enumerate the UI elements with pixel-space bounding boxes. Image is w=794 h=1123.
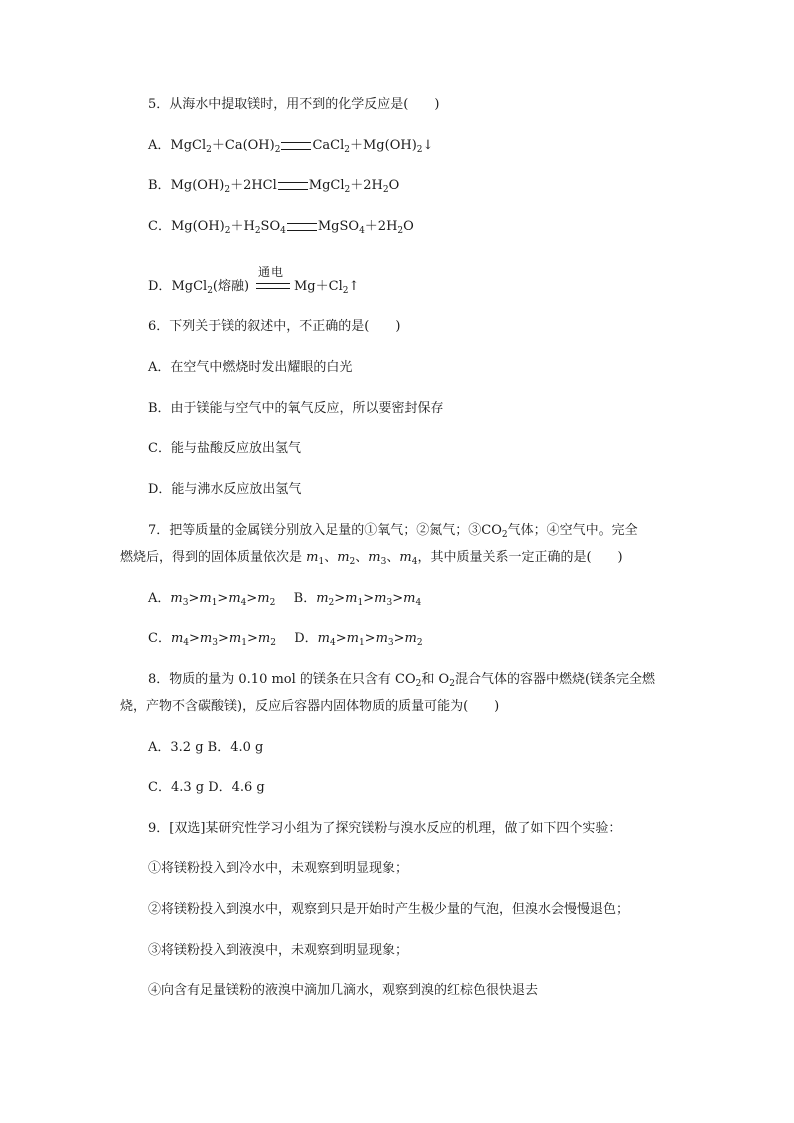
q8-stem-line2: 烧，产物不含碳酸镁)，反应后容器内固体物质的质量可能为( ) bbox=[120, 699, 500, 714]
q7-options-ab: A．$m_3>m_1>m_4>m_2$ B．$m_2>m_1>m_3>m_4$ bbox=[148, 591, 422, 608]
q8-stem-line1: 8．物质的量为 0.10 mol 的镁条在只含有 $CO_2$和 $O_2$混合气体的容器中燃烧(镁条完全燃 bbox=[148, 672, 656, 689]
equals-sign bbox=[278, 182, 308, 190]
q9-item-3: ③将镁粉投入到液溴中，未观察到明显现象； bbox=[148, 943, 409, 958]
q6-option-d: D．能与沸水反应放出氢气 bbox=[148, 482, 302, 497]
q8-options-cd: C．4.3 g D．4.6 g bbox=[148, 780, 265, 795]
electrolysis-condition: 通电 bbox=[258, 265, 285, 279]
q5-option-a: A．$MgCl_2+Ca(OH)_2$ $CaCl_2+Mg(OH)_2↓$ bbox=[148, 138, 434, 155]
q9-item-4: ④向含有足量镁粉的液溴中滴加几滴水，观察到溴的红棕色很快退去 bbox=[148, 983, 539, 998]
q9-item-1: ①将镁粉投入到冷水中，未观察到明显现象； bbox=[148, 861, 409, 876]
q6-option-c: C．能与盐酸反应放出氢气 bbox=[148, 441, 301, 456]
q5-option-c: C．$Mg(OH)_2+H_2SO_4$ $MgSO_4+2H_2O$ bbox=[148, 219, 414, 236]
q6-stem: 6．下列关于镁的叙述中，不正确的是( ) bbox=[148, 319, 401, 334]
q5-option-d: D．MgCl$_2$(熔融) bbox=[148, 279, 250, 296]
q9-stem: 9．[双选]某研究性学习小组为了探究镁粉与溴水反应的机理，做了如下四个实验： bbox=[148, 821, 622, 836]
q5-option-d-product: $Mg+Cl_2↑$ bbox=[294, 279, 360, 296]
electrolysis-equals-sign bbox=[256, 283, 290, 289]
q7-stem-line1: 7．把等质量的金属镁分别放入足量的①氧气；②氮气；$③CO_2$气体；④空气中。完全 bbox=[148, 523, 638, 540]
q7-stem-line2: 燃烧后，得到的固体质量依次是 $m_1$、$m_2$、$m_3$、$m_4$，其中质量关系一定正确的是( ) bbox=[120, 550, 623, 567]
q6-option-b: B．由于镁能与空气中的氧气反应，所以要密封保存 bbox=[148, 401, 444, 416]
q7-options-cd: C．$m_4>m_3>m_1>m_2$ D．$m_4>m_1>m_3>m_2$ bbox=[148, 631, 423, 648]
equals-sign bbox=[287, 223, 317, 231]
q5-stem: 5．从海水中提取镁时，用不到的化学反应是( ) bbox=[148, 97, 440, 112]
q5-option-b: B．$Mg(OH)_2+2HCl$ $MgCl_2+2H_2O$ bbox=[148, 178, 400, 195]
q9-item-2: ②将镁粉投入到溴水中，观察到只是开始时产生极少量的气泡，但溴水会慢慢退色； bbox=[148, 902, 630, 917]
q8-options-ab: A．3.2 g B．4.0 g bbox=[148, 740, 264, 755]
equals-sign bbox=[281, 142, 311, 150]
q6-option-a: A．在空气中燃烧时发出耀眼的白光 bbox=[148, 360, 353, 375]
